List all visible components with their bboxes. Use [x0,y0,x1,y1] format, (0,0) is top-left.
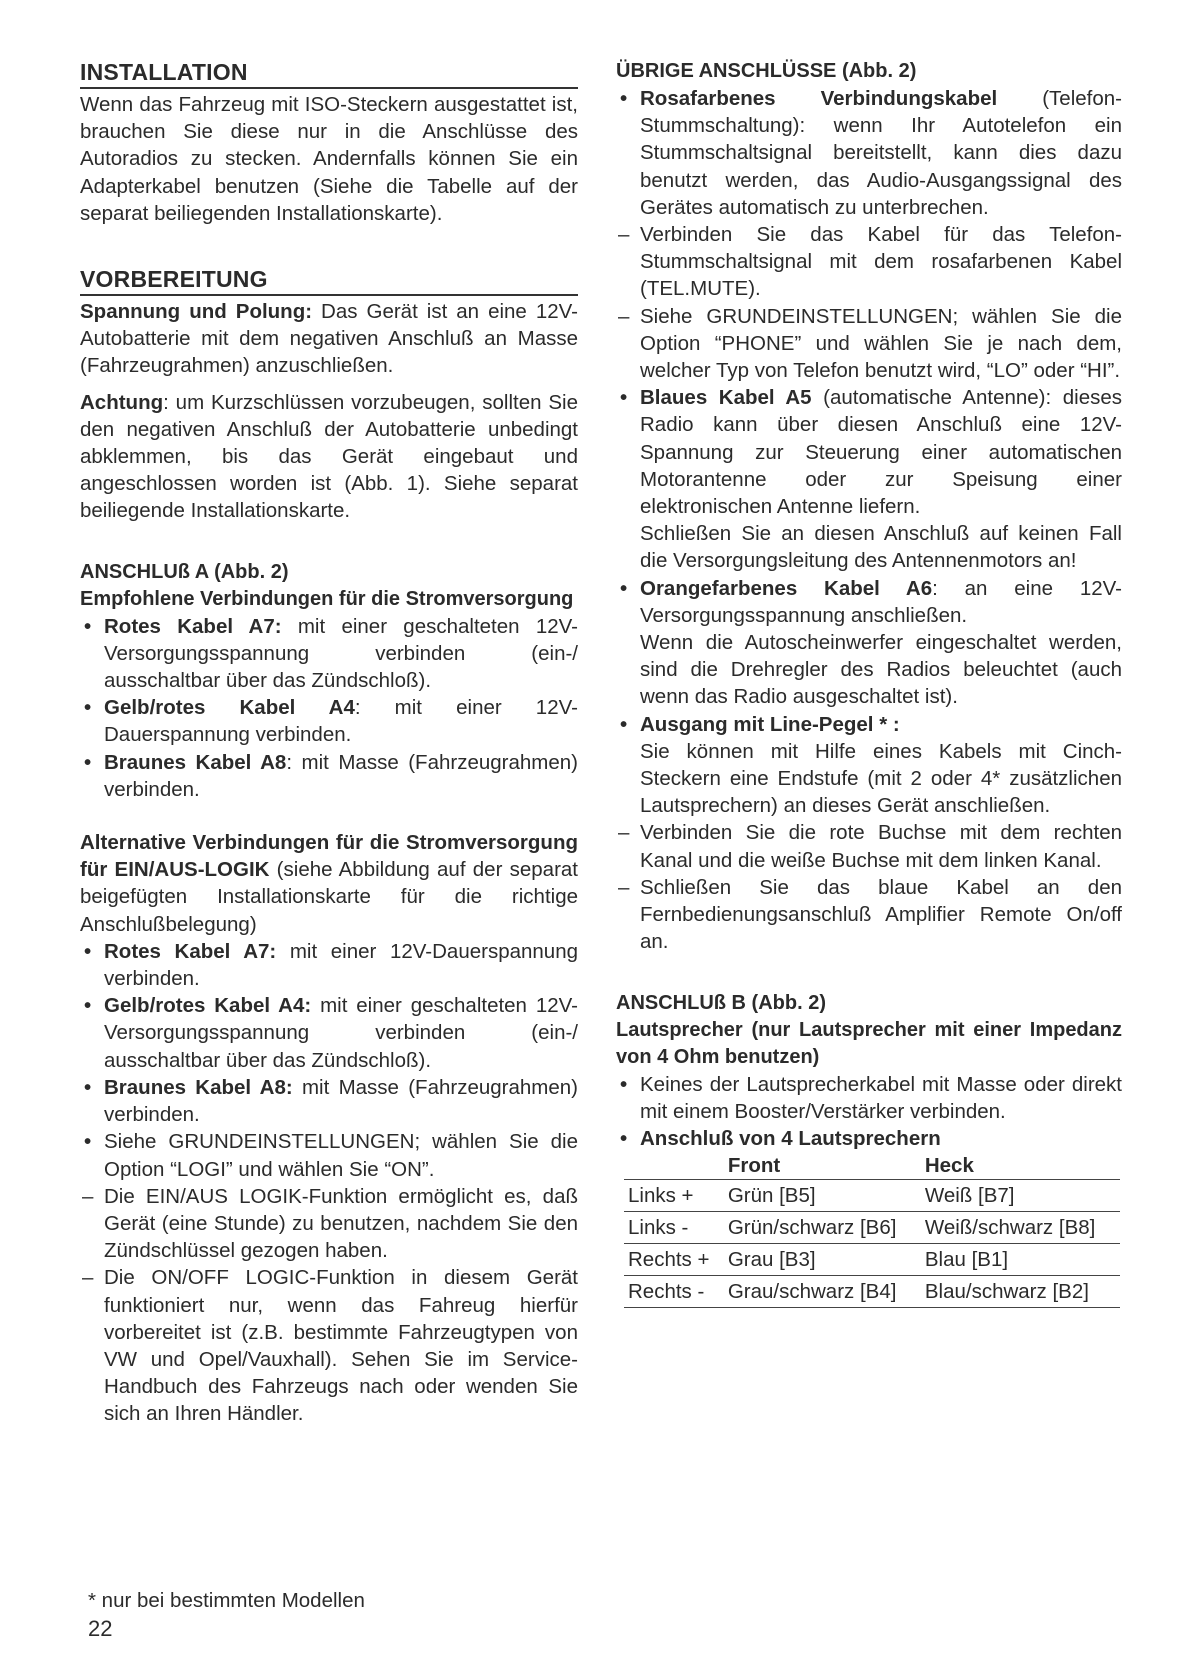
footnote: * nur bei bestimmten Modellen [88,1589,365,1612]
item-label: Gelb/rotes Kabel A4: [104,994,312,1018]
item-text: Siehe GRUNDEINSTELLUNGEN; wählen Sie die Option “LOGI” und wählen Sie “ON”. [104,1130,578,1181]
anschluss-b-heading: ANSCHLUß B (Abb. 2) [616,991,826,1014]
anschluss-a-subheading: Empfohlene Verbindungen für die Stromversorgung [80,587,574,610]
dash-marker: – [618,821,630,845]
vorbereitung-heading: VORBEREITUNG [80,265,578,296]
table-cell: Grau/schwarz [B4] [724,1276,921,1308]
item-text: : mit Masse (Fahrzeugrahmen) verbinden. [104,750,578,801]
uebrige-list [616,85,1122,956]
item-text: mit einer 12V-Dauerspannung verbinden. [104,939,579,991]
list-item [80,992,578,1074]
table-cell: Blau/schwarz [B2] [921,1276,1120,1308]
dash-marker: – [618,875,630,899]
table-cell: Grau [B3] [724,1244,921,1276]
item-label: Braunes Kabel A8: [104,1075,293,1099]
alternative-section [80,829,578,1427]
item-text: Verbinden Sie das Kabel für das Telefon-Stummschaltsignal mit dem rosafarbenen Kabel (TEL.MUTE). [640,223,1122,301]
table-row [624,1212,1120,1244]
bullet-marker: • [84,696,92,720]
bullet-marker: • [620,712,628,736]
table-row [624,1276,1120,1308]
item-text: mit einer geschalteten 12V-Versorgungsspannung verbinden (ein-/ ausschaltbar über das Zündschloß). [104,994,578,1072]
list-item [616,303,1122,385]
list-item [616,1125,1122,1152]
table-row [624,1180,1120,1212]
item-label: Blaues Kabel A5 [640,386,812,410]
table-cell: Grün [B5] [724,1180,921,1212]
bullet-marker: • [620,1072,628,1096]
alternative-text: (siehe Abbildung auf der separat beigefügten Installationskarte für die richtige Anschlußbelegung) [80,858,578,936]
item-label: Rotes Kabel A7: [104,614,282,638]
list-item [616,874,1122,956]
anschluss-b-list [616,1071,1122,1153]
item-label: Rotes Kabel A7: [104,939,277,963]
table-cell: Blau [B1] [921,1244,1120,1276]
item-extra-text: Schließen Sie an diesen Anschluß auf keinen Fall die Versorgungsleitung des Antennenmotors an! [640,522,1122,573]
item-label: Anschluß von 4 Lautsprechern [640,1126,941,1150]
item-text: (automatische Antenne): dieses Radio kann über diesen Anschluß eine 12V-Spannung zur Steuerung einer automatischen Motorantenne oder zur Speisung einer elektronischen Antenne liefern. [640,386,1123,519]
list-item [80,1074,578,1128]
table-cell: Weiß/schwarz [B8] [921,1212,1120,1244]
bullet-marker: • [620,87,628,110]
item-text: Keines der Lautsprecherkabel mit Masse oder direkt mit einem Booster/Verstärker verbinden. [640,1072,1122,1123]
anschluss-a-section [80,559,578,803]
list-item [80,1183,578,1265]
list-item [616,575,1122,711]
dash-marker: – [82,1266,94,1290]
dash-marker: – [82,1184,94,1208]
speaker-table-header [624,1152,1120,1180]
warning-paragraph [80,389,578,525]
list-item [80,1264,578,1427]
item-label: Gelb/rotes Kabel A4 [104,696,355,720]
list-item [80,1128,578,1182]
item-text: (Telefon-Stummschaltung): wenn Ihr Autotelefon ein Stummschaltsignal bereitstellt, kann dies dazu benutzt werden, das Audio-Ausgangssignal des Gerätes automatisch zu unterbrechen. [640,87,1122,219]
table-cell: Links - [624,1212,724,1244]
page-number: 22 [88,1616,113,1641]
alternative-label: Alternative Verbindungen für die Stromversorgung für EIN/AUS-LOGIK [80,831,578,882]
item-text: : an eine 12V-Versorgungsspannung anschließen. [640,576,1122,627]
item-extra-text: Sie können mit Hilfe eines Kabels mit Cinch-Steckern eine Endstufe (mit 2 oder 4* zusätzlichen Lautsprechern) an dieses Gerät anschließen. [640,739,1122,818]
table-cell: Links + [624,1180,724,1212]
warning-text: : um Kurzschlüssen vorzubeugen, sollten Sie den negativen Anschluß der Autobatterie unbedingt abklemmen, bis das Gerät eingebaut und angeschlossen worden ist (Abb. 1). Siehe separat beiliegende Installationskarte. [80,390,578,523]
bullet-marker: • [84,939,92,963]
warning-label: Achtung [80,390,164,414]
table-cell: Grün/schwarz [B6] [724,1212,921,1244]
item-label: Rosafarbenes Verbindungskabel [640,87,998,110]
item-text: Verbinden Sie die rote Buchse mit dem rechten Kanal und die weiße Buchse mit dem linken Kanal. [640,821,1122,872]
item-text: mit einer geschalteten 12V-Versorgungsspannung verbinden (ein-/ ausschaltbar über das Zündschloß). [104,614,578,693]
item-text: Schließen Sie das blaue Kabel an den Fernbedienungsanschluß Amplifier Remote On/off an. [640,875,1122,954]
item-label: Ausgang mit Line-Pegel * : [640,712,900,736]
dash-marker: – [618,223,630,247]
list-item [80,613,578,695]
list-item [80,938,578,992]
anschluss-b-subheading: Lautsprecher (nur Lautsprecher mit einer Impedanz von 4 Ohm benutzen) [616,1018,1122,1068]
item-text: : mit einer 12V-Dauerspannung verbinden. [104,696,578,747]
list-item [80,749,578,803]
list-item [616,1071,1122,1125]
header-cell [624,1152,724,1180]
list-item [616,85,1122,221]
list-item [616,819,1122,873]
list-item [616,711,1122,820]
bullet-marker: • [620,386,628,410]
bullet-marker: • [620,576,628,600]
uebrige-heading: ÜBRIGE ANSCHLÜSSE (Abb. 2) [616,60,917,82]
bullet-marker: • [620,1126,628,1150]
dash-marker: – [618,304,630,328]
table-cell: Rechts + [624,1244,724,1276]
header-cell: Front [724,1152,921,1180]
bullet-marker: • [84,614,92,638]
header-cell: Heck [921,1152,1120,1180]
polarity-paragraph [80,298,578,380]
bullet-marker: • [84,750,92,774]
item-label: Orangefarbenes Kabel A6 [640,576,933,600]
anschluss-a-list [80,613,578,803]
alternative-list [80,938,578,1428]
item-text: Die EIN/AUS LOGIK-Funktion ermöglicht es, daß Gerät (eine Stunde) zu benutzen, nachdem Sie den Zündschlüssel gezogen haben. [104,1184,578,1263]
left-column [80,58,578,1428]
anschluss-a-heading: ANSCHLUß A (Abb. 2) [80,560,289,583]
right-column [616,58,1122,1308]
bullet-marker: • [84,994,92,1018]
table-row [624,1244,1120,1276]
table-cell: Rechts - [624,1276,724,1308]
polarity-text: Das Gerät ist an eine 12V-Autobatterie mit dem negativen Anschluß an Masse (Fahrzeugrahmen) anzuschließen. [80,300,578,378]
installation-text: Wenn das Fahrzeug mit ISO-Steckern ausgestattet ist, brauchen Sie diese nur in die Anschlüsse des Autoradios zu stecken. Andernfalls können Sie ein Adapterkabel benutzen (Siehe die Tabelle auf der separat beiliegenden Installationskarte). [80,93,578,225]
speaker-table [624,1152,1120,1308]
list-item [616,221,1122,303]
list-item [616,384,1122,574]
bullet-marker: • [84,1130,92,1154]
polarity-label: Spannung und Polung: [80,300,313,324]
anschluss-b-section [616,990,1122,1309]
installation-heading: INSTALLATION [80,58,578,89]
alternative-paragraph [80,829,578,938]
item-text: Siehe GRUNDEINSTELLUNGEN; wählen Sie die Option “PHONE” und wählen Sie je nach dem, welcher Typ von Telefon benutzt wird, “LO” oder “HI”. [640,304,1122,383]
bullet-marker: • [84,1075,92,1099]
item-text: Die ON/OFF LOGIC-Funktion in diesem Gerät funktioniert nur, wenn das Fahreug hierfür vorbereitet ist (z.B. bestimmte Fahrzeugtypen von VW und Opel/Vauxhall). Sehen Sie im Service-Handbuch des Fahrzeugs nach oder wenden Sie sich an Ihren Händler. [104,1266,578,1426]
item-text: mit Masse (Fahrzeugrahmen) verbinden. [104,1075,578,1127]
item-label: Braunes Kabel A8 [104,750,287,774]
table-cell: Weiß [B7] [921,1180,1120,1212]
list-item [80,694,578,748]
item-extra-text: Wenn die Autoscheinwerfer eingeschaltet werden, sind die Drehregler des Radios beleuchtet (auch wenn das Radio ausgeschaltet ist). [640,631,1122,709]
